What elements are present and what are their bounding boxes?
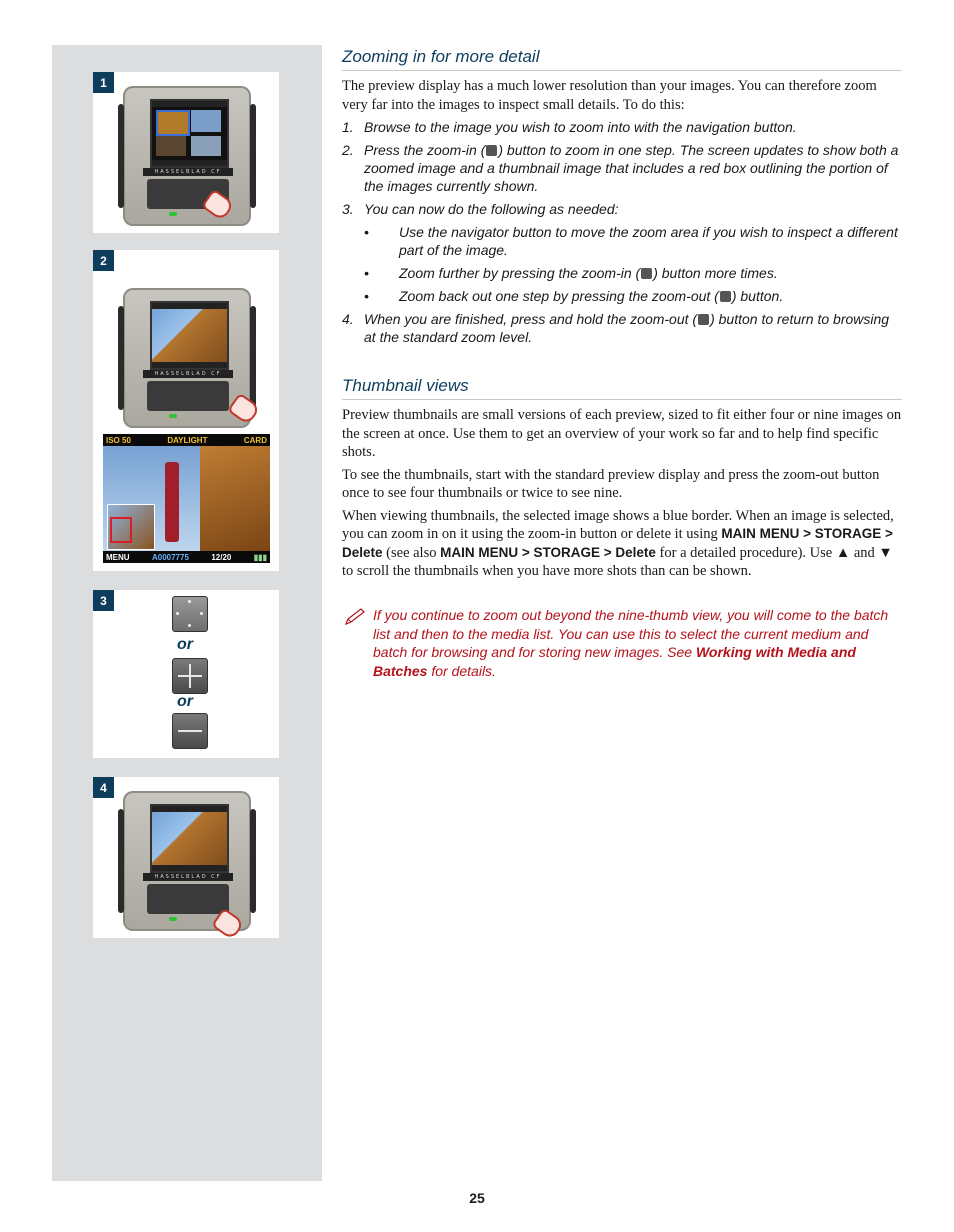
white-balance-label: DAYLIGHT xyxy=(167,435,208,445)
zoom-out-icon xyxy=(698,314,709,325)
step-badge: 1 xyxy=(93,72,114,93)
menu-label: MENU xyxy=(106,552,130,562)
down-arrow-icon: ▼ xyxy=(878,544,893,561)
list-item: 4. When you are finished, press and hold the zoom-out ( ) button to return to browsing at the standard zoom level. xyxy=(342,311,890,345)
zoom-in-icon xyxy=(641,268,652,279)
section-heading: Zooming in for more detail xyxy=(342,47,902,71)
section-zooming xyxy=(342,47,902,346)
list-item: 1. Browse to the image you wish to zoom into with the navigation button. xyxy=(342,119,797,135)
zoom-thumbnail xyxy=(107,504,155,550)
menu-path: MAIN MENU > STORAGE > Delete xyxy=(342,526,893,560)
paragraph: The preview display has a much lower resolution than your images. You can therefore zoom very far into the images to inspect small details. To do this: xyxy=(342,78,877,113)
zoom-in-icon xyxy=(486,145,497,156)
or-label: or xyxy=(177,693,193,710)
battery-icon: ▮▮▮ xyxy=(253,552,267,562)
zoom-out-icon xyxy=(720,291,731,302)
zoom-area-box xyxy=(110,517,132,543)
bullet-item: • Zoom back out one step by pressing the zoom-out ( ) button. xyxy=(364,288,784,304)
note: If you continue to zoom out beyond the nine-thumb view, you will come to the batch list and then to the media list. You can use this to select the current medium and batch for browsing and for storing new images. See Working with Media and Batches for details. xyxy=(342,606,902,680)
image-count: 12/20 xyxy=(211,552,232,562)
step-badge: 3 xyxy=(93,590,114,611)
or-label: or xyxy=(177,636,193,653)
list-item: 2. Press the zoom-in ( ) button to zoom in one step. The screen updates to show both a zoomed image and a thumbnail image that includes a red box outlining the portion of the images currently shown. xyxy=(342,142,899,194)
zoomed-preview-screen xyxy=(103,434,270,563)
paragraph: Preview thumbnails are small versions of each preview, sized to fit either four or nine images on the screen at once. Use them to get an overview of your work so far and to help find specific shots. xyxy=(342,407,902,460)
menu-path: MAIN MENU > STORAGE > Delete xyxy=(440,544,656,560)
step-1-panel xyxy=(93,72,279,233)
camera-back-image: HASSELBLAD CF xyxy=(123,791,251,931)
cross-reference-link[interactable]: Working with Media and Batches xyxy=(373,644,856,679)
section-thumbnails xyxy=(342,376,902,581)
list-item: 3. You can now do the following as needed: xyxy=(342,201,619,217)
pencil-icon xyxy=(344,608,366,626)
bullet-item: • Use the navigator button to move the zoom area if you wish to inspect a different part of the image. xyxy=(364,224,898,258)
navigator-button-icon xyxy=(172,596,208,632)
camera-brand: HASSELBLAD CF xyxy=(143,168,233,176)
page-number: 25 xyxy=(469,1190,485,1206)
iso-label: ISO 50 xyxy=(106,435,131,445)
paragraph: When viewing thumbnails, the selected image shows a blue border. When an image is selected, you can zoom in on it using the zoom-in button or delete it using MAIN MENU > STORAGE > Delete (see also MAIN MENU > STORAGE > Delete for a detailed procedure). Use ▲ and ▼ to scroll the thumbnails when you have more shots than can be shown. xyxy=(342,507,894,579)
camera-back-image xyxy=(123,86,251,226)
zoom-out-button-icon xyxy=(172,713,208,749)
step-badge: 4 xyxy=(93,777,114,798)
step-badge: 2 xyxy=(93,250,114,271)
camera-back-image: HASSELBLAD CF xyxy=(123,288,251,428)
section-heading: Thumbnail views xyxy=(342,376,902,400)
up-arrow-icon: ▲ xyxy=(835,544,851,561)
paragraph: To see the thumbnails, start with the standard preview display and press the zoom-out button once to see four thumbnails or twice to see nine. xyxy=(342,466,880,501)
bullet-item: • Zoom further by pressing the zoom-in ( ) button more times. xyxy=(364,265,778,281)
step-4-panel xyxy=(93,777,279,938)
zoom-in-button-icon xyxy=(172,658,208,694)
image-id: A0007775 xyxy=(151,552,189,562)
media-label: CARD xyxy=(243,435,267,445)
